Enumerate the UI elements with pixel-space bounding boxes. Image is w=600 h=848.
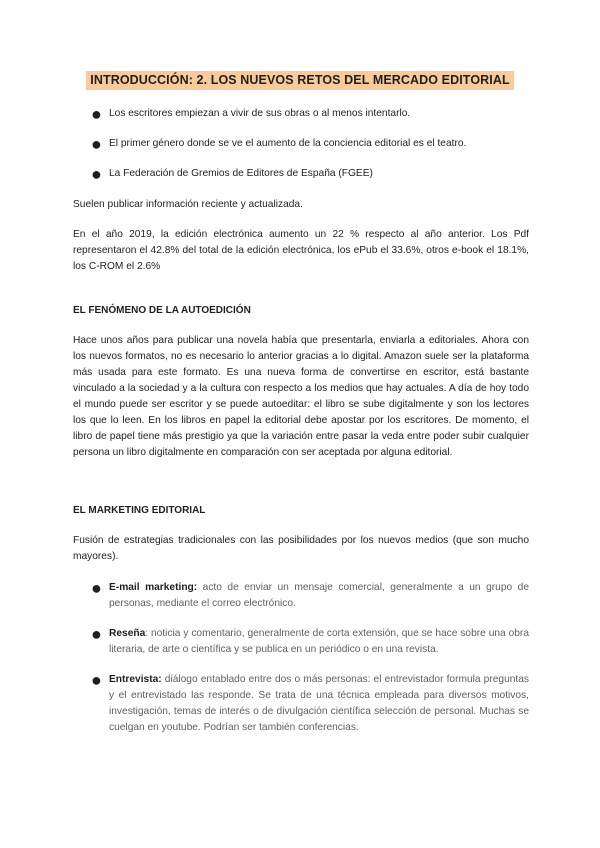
bullet-icon: ● — [91, 104, 102, 124]
item-desc: : noticia y comentario, generalmente de corta extensión, que se hace sobre una obra literaria, de arte o científica y se publica en un periódico o en una revista. — [109, 628, 529, 655]
bullet-icon: ● — [91, 134, 102, 154]
item-desc: diálogo entablado entre dos o más personas: el entrevistador formula preguntas y el entrevistado las responde. Se trata de una técnica empleada para diversos motivos, investigación, temas de interés o de divulgación científica selección de personal. Muchas se cuelgan en youtube. Podrían ser también conferencias. — [109, 674, 529, 733]
intro-bullet-1: Los escritores empiezan a vivir de sus obras o al menos intentarlo. — [109, 108, 411, 119]
bullet-icon: ● — [91, 624, 102, 644]
document-title: INTRODUCCIÓN: 2. LOS NUEVOS RETOS DEL MERCADO EDITORIAL — [86, 71, 513, 90]
stats-paragraph: En el año 2019, la edición electrónica aumento un 22 % respecto al año anterior. Los Pdf representaron el 42.8% del total de la edición electrónica, los ePub el 33.6%, otros e-book el 18.1%, los C-ROM el 2.6% — [73, 229, 529, 272]
bullet-icon: ● — [91, 578, 102, 598]
autoedicion-paragraph: Hace unos años para publicar una novela había que presentarla, enviarla a editoriales. Ahora con los nuevos formatos, no es necesario lo anterior gracias a lo digital. Amazon suele ser la plataforma más usada para este formato. Es una nueva forma de convertirse en escritor, está bastante vinculado a la sociedad y a la cultura con respecto a los medios que hay actuales. A día de hoy todo el mundo puede ser escritor y se puede autoeditar: el libro se sube digitalmente y son los lectores los que lo leen. En los libros en papel la editorial debe apostar por los escritores. De momento, el libro de papel tiene más prestigio ya que la variación entre pasar la veda entre poder subir cualquier persona un libro digitalmente en comparación con ser aceptada por alguna editorial. — [73, 335, 529, 458]
item-desc: acto de enviar un mensaje comercial, generalmente a un grupo de personas, mediante el correo electrónico. — [109, 582, 529, 609]
intro-line: Suelen publicar información reciente y actualizada. — [73, 199, 303, 210]
marketing-item-email — [109, 580, 529, 612]
item-term: E-mail marketing: — [109, 582, 198, 593]
marketing-paragraph: Fusión de estrategias tradicionales con las posibilidades por los nuevos medios (que son mucho mayores). — [73, 535, 529, 562]
section-heading-marketing: EL MARKETING EDITORIAL — [73, 505, 206, 516]
marketing-item-entrevista — [109, 672, 529, 736]
title-container — [0, 71, 600, 90]
intro-bullet-3: La Federación de Gremios de Editores de España (FGEE) — [109, 168, 373, 179]
bullet-icon: ● — [91, 164, 102, 184]
item-term: Entrevista: — [109, 674, 162, 685]
section-heading-autoedicion: EL FENÓMENO DE LA AUTOEDICIÓN — [73, 305, 251, 316]
item-term: Reseña — [109, 628, 146, 639]
marketing-item-resena — [109, 626, 529, 658]
bullet-icon: ● — [91, 670, 102, 690]
intro-bullet-2: El primer género donde se ve el aumento de la conciencia editorial es el teatro. — [109, 138, 467, 149]
